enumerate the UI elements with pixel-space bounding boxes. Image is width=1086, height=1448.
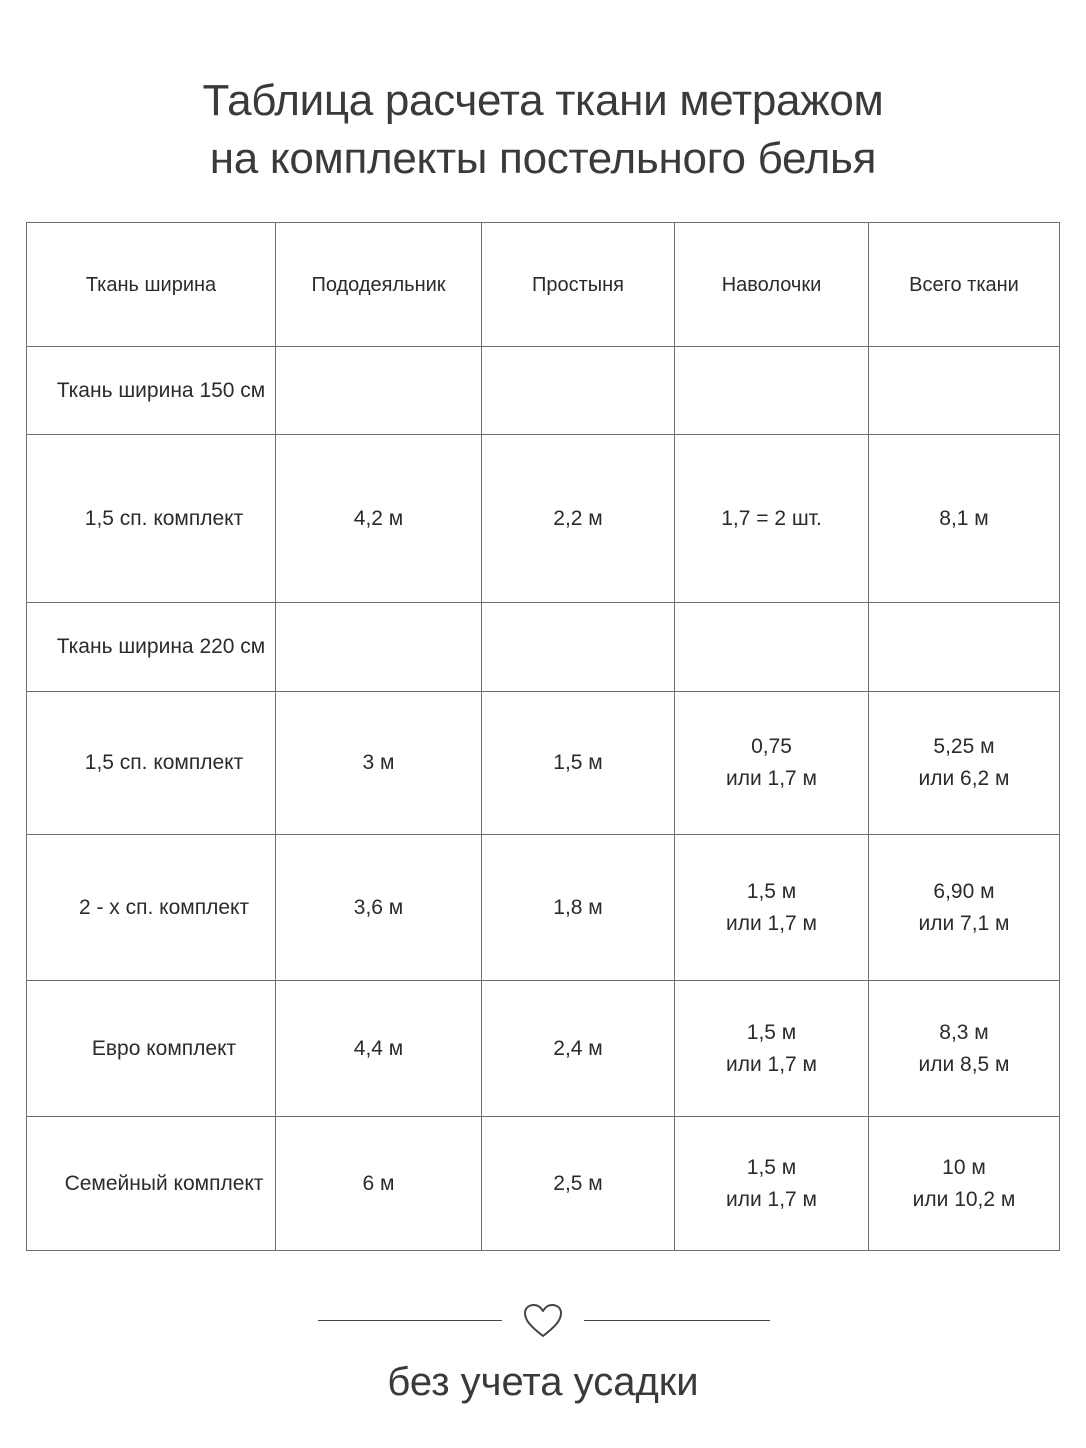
row-name: 1,5 сп. комплект (27, 692, 276, 835)
header-pillowcases: Наволочки (675, 223, 869, 347)
header-sheet: Простыня (482, 223, 675, 347)
duvet-cell: 3,6 м (276, 835, 482, 981)
header-total: Всего ткани (869, 223, 1060, 347)
duvet-cell: 4,4 м (276, 981, 482, 1117)
pillow-cell: 1,7 = 2 шт. (675, 435, 869, 603)
title-line-2: на комплекты постельного белья (209, 134, 877, 183)
table-header-row (27, 223, 1060, 347)
total-cell: 8,3 м или 8,5 м (869, 981, 1060, 1117)
section-row (27, 347, 1060, 435)
footer-divider (0, 1296, 1086, 1346)
table-row (27, 981, 1060, 1117)
fabric-table (26, 222, 1060, 1251)
total-cell: 5,25 м или 6,2 м (869, 692, 1060, 835)
section-label: Ткань ширина 220 см (27, 603, 276, 692)
pillow-cell: 1,5 м или 1,7 м (675, 981, 869, 1117)
duvet-cell: 4,2 м (276, 435, 482, 603)
header-duvet: Пододеяльник (276, 223, 482, 347)
table-row (27, 692, 1060, 835)
pillow-cell: 1,5 м или 1,7 м (675, 835, 869, 981)
row-name: Евро комплект (27, 981, 276, 1117)
duvet-cell: 6 м (276, 1117, 482, 1251)
sheet-cell: 2,2 м (482, 435, 675, 603)
pillow-cell: 0,75 или 1,7 м (675, 692, 869, 835)
total-cell: 8,1 м (869, 435, 1060, 603)
section-row (27, 603, 1060, 692)
header-fabric-width: Ткань ширина (27, 223, 276, 347)
row-name: Семейный комплект (27, 1117, 276, 1251)
table-row (27, 435, 1060, 603)
divider-line-right (584, 1320, 770, 1321)
page-title (0, 72, 1086, 188)
row-name: 1,5 сп. комплект (27, 435, 276, 603)
duvet-cell: 3 м (276, 692, 482, 835)
table-row (27, 835, 1060, 981)
sheet-cell: 2,4 м (482, 981, 675, 1117)
divider-line-left (318, 1320, 502, 1321)
sheet-cell: 1,5 м (482, 692, 675, 835)
total-cell: 6,90 м или 7,1 м (869, 835, 1060, 981)
sheet-cell: 2,5 м (482, 1117, 675, 1251)
pillow-cell: 1,5 м или 1,7 м (675, 1117, 869, 1251)
table-row (27, 1117, 1060, 1251)
heart-icon (522, 1302, 564, 1340)
row-name: 2 - х сп. комплект (27, 835, 276, 981)
footer-note: без учета усадки (387, 1360, 699, 1404)
section-label: Ткань ширина 150 см (27, 347, 276, 435)
title-line-1: Таблица расчета ткани метражом (202, 76, 884, 125)
sheet-cell: 1,8 м (482, 835, 675, 981)
total-cell: 10 м или 10,2 м (869, 1117, 1060, 1251)
